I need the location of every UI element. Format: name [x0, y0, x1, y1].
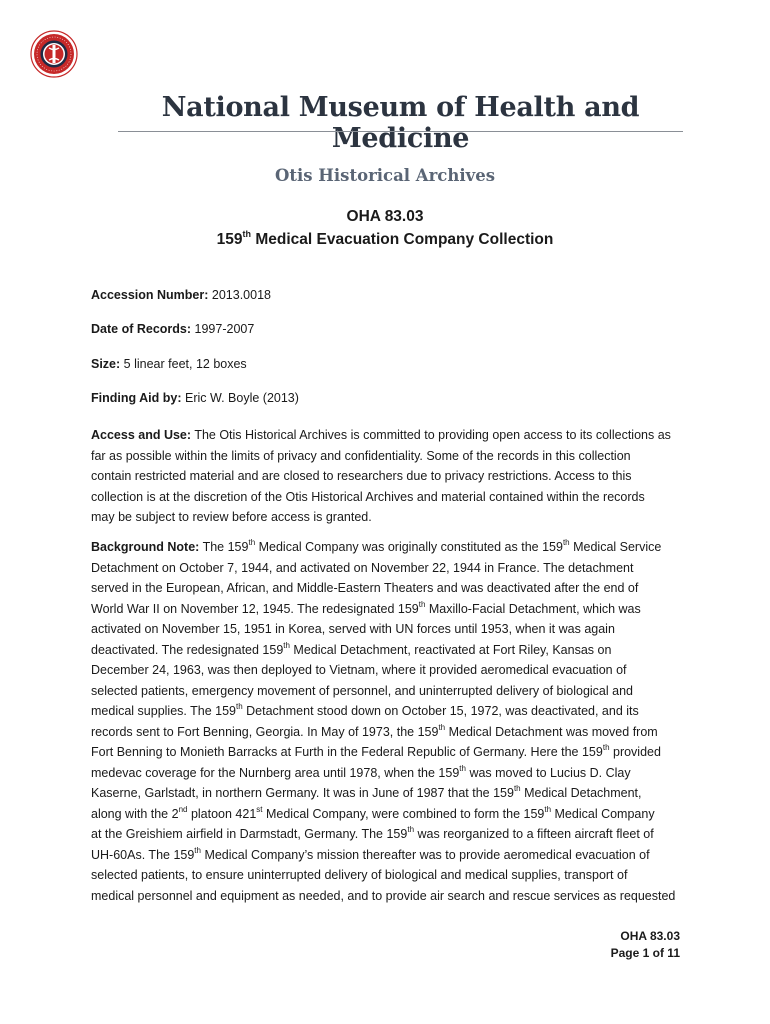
- title-divider: [118, 131, 683, 132]
- museum-seal-logo: [30, 30, 78, 78]
- access-and-use-paragraph: Access and Use: The Otis Historical Archives is committed to providing open access to its collections as far as possible within the limits of privacy and confidentiality. Some of the records in this collection contain restricted material and are closed to researchers due to privacy restrictions. Access to this collection is at the discretion of the Otis Historical Archives and material contained within the records may be subject to review before access is granted.: [91, 428, 671, 524]
- archives-subtitle: Otis Historical Archives: [275, 166, 495, 185]
- footer-page-number: Page 1 of 11: [610, 946, 680, 960]
- museum-title: National Museum of Health and Medicine: [161, 92, 640, 154]
- finding-aid-field: Finding Aid by: Eric W. Boyle (2013): [91, 391, 299, 405]
- date-of-records-field: Date of Records: 1997-2007: [91, 322, 255, 336]
- background-note-paragraph: Background Note: The 159th Medical Company was originally constituted as the 159th Medical Service Detachment on October 7, 1944, and activated on November 22, 1944 in France. The detachment served in the European, African, and Middle-Eastern Theaters and was deactivated after the end of World War II on November 12, 1945. The redesignated 159th Maxillo-Facial Detachment, which was activated on November 15, 1951 in Korea, served with UN forces until 1953, when it was again deactivated. The redesignated 159th Medical Detachment, reactivated at Fort Riley, Kansas on December 24, 1963, was then deployed to Vietnam, where it provided aeromedical evacuation of selected patients, emergency movement of personnel, and uninterrupted delivery of biological and medical supplies. The 159th Detachment stood down on October 15, 1972, was deactivated, and its records sent to Fort Benning, Georgia. In May of 1973, the 159th Medical Detachment was moved from Fort Benning to Monieth Barracks at Furth in the Federal Republic of Germany. Here the 159th provided medevac coverage for the Nurnberg area until 1978, when the 159th was moved to Lucius D. Clay Kaserne, Garlstadt, in northern Germany. It was in June of 1987 that the 159th Medical Detachment, along with the 2nd platoon 421st Medical Company, were combined to form the 159th Medical Company at the Greishiem airfield in Darmstadt, Germany. The 159th was reorganized to a fifteen aircraft fleet of UH-60As. The 159th Medical Company’s mission thereafter was to provide aeromedical evacuation of selected patients, to ensure uninterrupted delivery of biological and medical supplies, transport of medical personnel and equipment as needed, and to provide air search and rescue services as requested: [91, 538, 676, 903]
- footer-collection-code: OHA 83.03: [620, 929, 680, 943]
- accession-number-field: Accession Number: 2013.0018: [91, 288, 271, 302]
- collection-code: OHA 83.03: [346, 208, 424, 225]
- collection-title: 159th Medical Evacuation Company Collection: [216, 229, 554, 248]
- size-field: Size: 5 linear feet, 12 boxes: [91, 357, 247, 371]
